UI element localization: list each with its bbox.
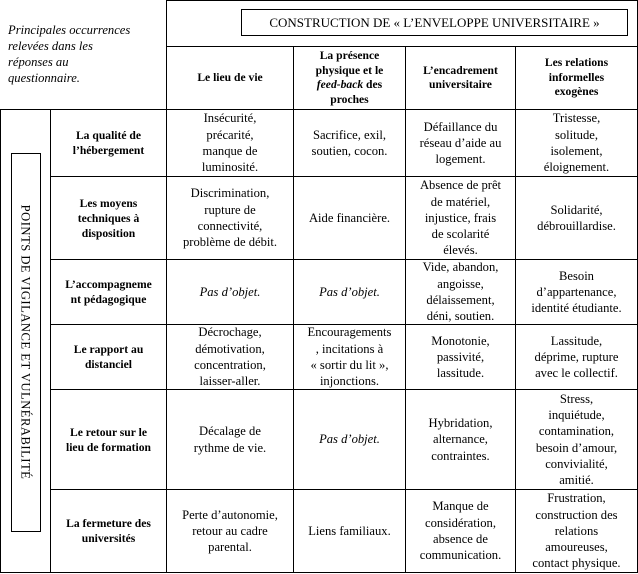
table-cell: Tristesse, solitude, isolement, éloignement.: [543, 111, 610, 175]
column-header-relations: Les relations informelles exogènes: [544, 56, 609, 99]
column-header-presence-part2: des proches: [330, 78, 383, 106]
table-cell: Stress, inquiétude, contamination, besoin d’amour, convivialité, amitié.: [535, 391, 618, 488]
table-cell: Sacrifice, exil, soutien, cocon.: [311, 127, 388, 158]
table-cell: Hybridation, alternance, contraintes.: [428, 416, 493, 463]
table-cell: Monotonie, passivité, lassitude.: [431, 333, 490, 381]
column-header-presence-italic: feed-back: [316, 78, 364, 91]
table-cell: Vide, abandon, angoisse, délaissement, déni, soutien.: [422, 260, 499, 324]
table-cell: Insécurité, précarité, manque de luminosité.: [201, 111, 259, 175]
table-cell: Besoin d’appartenance, identité étudiante.: [531, 268, 622, 316]
table-cell: Solidarité, débrouillardise.: [537, 202, 616, 233]
table-cell: Pas d’objet.: [199, 284, 261, 299]
table-cell: Décrochage, démotivation, concentration, laisser-aller.: [194, 325, 266, 389]
table-cell: Discrimination, rupture de connectivité, problème de débit.: [182, 186, 278, 250]
table-cell: Liens familiaux.: [308, 523, 391, 538]
table-cell: Manque de considération, absence de communication.: [419, 499, 502, 563]
column-header-lieu-de-vie: Le lieu de vie: [197, 70, 263, 84]
table-cell: Aide financière.: [308, 210, 391, 225]
row-label: L’accompagneme nt pédagogique: [65, 278, 152, 306]
column-header-presence-proches: [294, 47, 405, 109]
table-title: CONSTRUCTION DE « L’ENVELOPPE UNIVERSITAIRE »: [241, 9, 628, 36]
table-cell: Frustration, construction des relations amoureuses, contact physique.: [532, 491, 621, 571]
table-cell: Défaillance du réseau d’aide au logement.: [419, 119, 502, 167]
table-cell: Lassitude, déprime, rupture avec le collectif.: [534, 333, 619, 381]
table-cell: Encouragements , incitations à « sortir du lit », injonctions.: [307, 325, 392, 389]
side-label: POINTS DE VIGILANCE ET VULNÉRABILITÉ: [18, 204, 33, 480]
column-header-presence-part1: La présence physique et le: [315, 49, 384, 77]
table-cell: Perte d’autonomie, retour au cadre parental.: [182, 507, 278, 555]
table-cell: Pas d’objet.: [319, 432, 380, 447]
row-label: Les moyens techniques à disposition: [77, 196, 140, 240]
row-label: Le rapport au distanciel: [73, 343, 144, 371]
row-label: La fermeture des universités: [66, 517, 151, 545]
column-header-encadrement: L’encadrement universitaire: [423, 63, 498, 91]
row-label: La qualité de l’hébergement: [72, 129, 145, 157]
table-cell: Absence de prêt de matériel, injustice, frais de scolarité élevés.: [419, 178, 502, 258]
row-label: Le retour sur le lieu de formation: [65, 425, 151, 454]
table-cell: Décalage de rythme de vie.: [193, 424, 267, 455]
table-cell: Pas d’objet.: [319, 284, 380, 299]
intro-note: Principales occurrences relevées dans les réponses au questionnaire.: [8, 23, 131, 85]
